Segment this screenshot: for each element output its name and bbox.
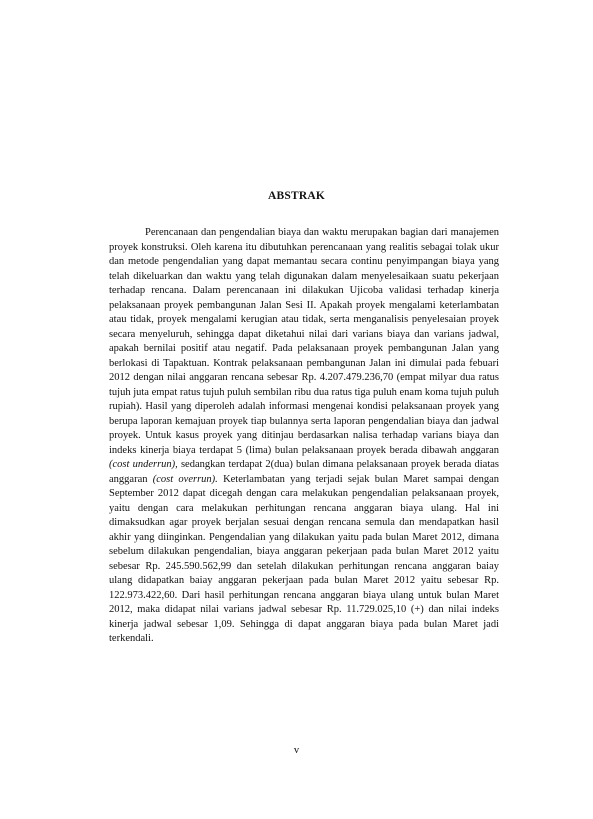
abstract-text-part-3: Keterlambatan yang terjadi sejak bulan Maret sampai dengan September 2012 dapat dicegah dengan cara melakukan pengendalian pelaksanaan proyek, yaitu dengan cara melakukan perhitungan rencana anggaran biaya ulang. Hal ini dimaksudkan agar proyek berjalan sesuai dengan rencana semula dan mendapatkan hasil akhir yang diinginkan. Pengendalian yang dilakukan yaitu pada bulan Maret 2012, dimana sebelum dilakukan pengendalian, biaya anggaran pekerjaan pada bulan Maret 2012 yaitu sebesar Rp. 245.590.562,99 dan setelah dilakukan perhitungan rencana anggaran baiay ulang didapatkan baiay anggaran pekerjaan pada bulan Maret 2012 yaitu sebesar Rp. 122.973.422,60. Dari hasil perhitungan rencana anggaran biaya ulang untuk bulan Maret 2012, maka didapat nilai varians jadwal sebesar Rp. 11.729.025,10 (+) dan nilai indeks kinerja jadwal sebesar 1,09. Sehingga di dapat anggaran biaya pada bulan Maret jadi terkendali. bbox=[109, 473, 499, 644]
abstract-paragraph bbox=[109, 226, 499, 647]
abstract-italic-cost-overrun: (cost overrun). bbox=[152, 473, 218, 485]
abstract-title: ABSTRAK bbox=[268, 190, 325, 202]
abstract-text-part-1: Perencanaan dan pengendalian biaya dan waktu merupakan bagian dari manajemen proyek konstruksi. Oleh karena itu dibutuhkan perencanaan yang realitis sebagai tolak ukur dan metode pengendalian yang dapat memantau secara continu penyimpangan biaya yang telah dikeluarkan dan waktu yang telah digunakan dalam menyelesaikaan suatu pekerjaan terhadap rencana. Dalam perencanaan ini dilakukan Ujicoba validasi terhadap kinerja pelaksanaan proyek pembangunan Jalan Sesi II. Apakah proyek mengalami keterlambatan atau tidak, proyek mengalami kerugian atau tidak, serta menganalisis penyelesaian proyek secara menyeluruh, sehingga dapat diketahui nilai dari varians biaya dan varians jadwal, apakah bernilai positif atau negatif. Pada pelaksanaan proyek pembangunan Jalan yang berlokasi di Tapaktuan. Kontrak pelaksanaan pembangunan Jalan ini dimulai pada febuari 2012 dengan nilai anggaran rencana sebesar Rp. 4.207.479.236,70 (empat milyar dua ratus tujuh juta empat ratus tujuh puluh sembilan ribu dua ratus tiga puluh enam koma tujuh puluh rupiah). Hasil yang diperoleh adalah informasi mengenai kondisi pelaksanaan proyek yang berupa laporan kemajuan proyek tiap bulannya serta laporan pengendalian biaya dan jadwal proyek. Untuk kasus proyek yang ditinjau berdasarkan nalisa terhadap varians biaya dan indeks kinerja biaya terdapat 5 (lima) bulan pelaksanaan proyek berada dibawah anggaran bbox=[109, 227, 499, 456]
abstract-italic-cost-underrun: (cost underrun), bbox=[109, 459, 178, 470]
abstract-text-part-2: sedangkan terdapat 2(dua) bulan dimana pelaksanaan proyek berada diatas anggaran bbox=[109, 459, 499, 485]
page-number: v bbox=[293, 745, 300, 756]
